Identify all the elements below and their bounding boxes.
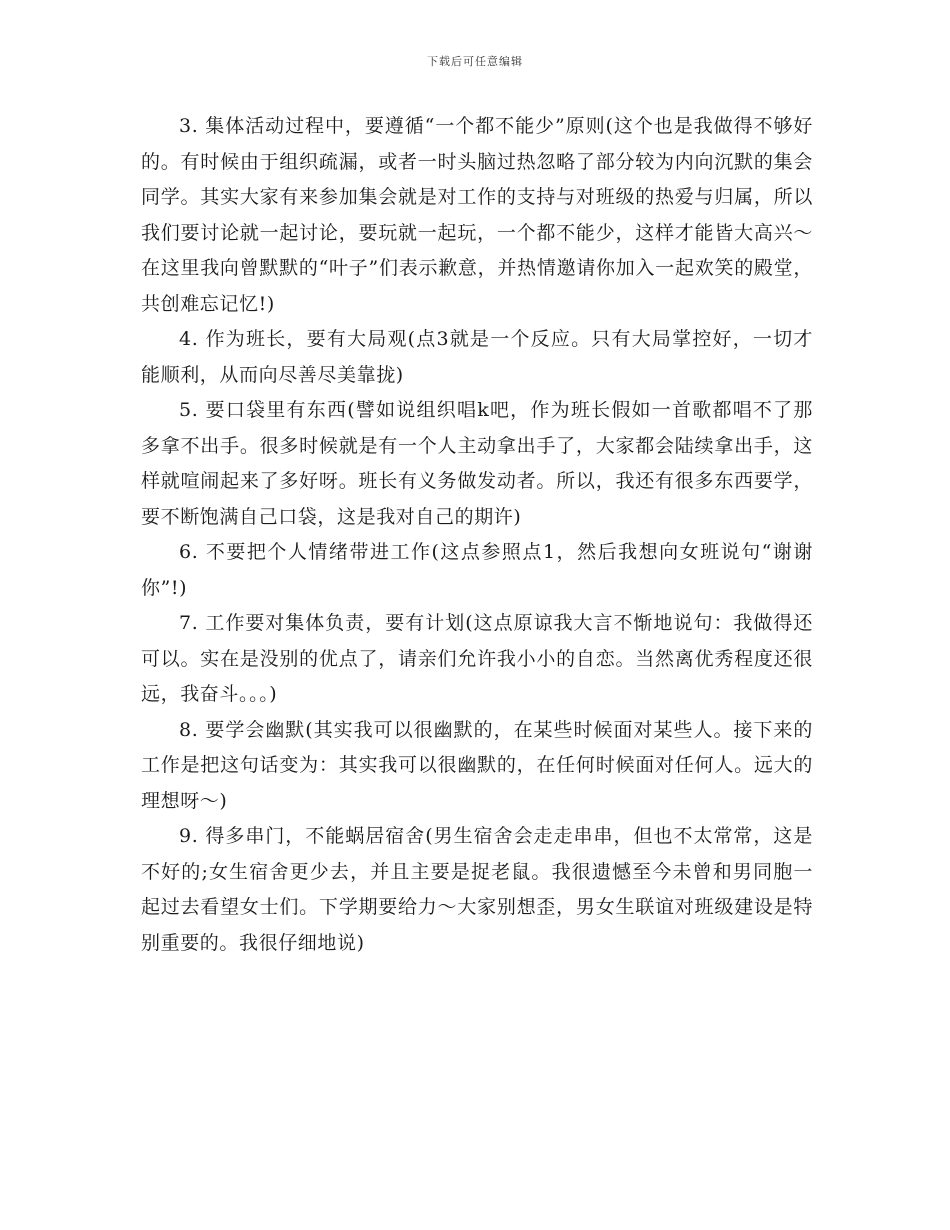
- document-body: [141, 109, 813, 961]
- paragraph-point-4: 4. 作为班长，要有大局观(点3就是一个反应。只有大局掌控好，一切才能顺利，从而向尽善尽美靠拢): [141, 328, 813, 386]
- header-note: 下载后可任意编辑: [427, 55, 523, 68]
- paragraph-point-6: 6. 不要把个人情绪带进工作(这点参照点1，然后我想向女班说句“谢谢你”!): [141, 541, 813, 599]
- paragraph-point-7: 7. 工作要对集体负责，要有计划(这点原谅我大言不惭地说句：我做得还可以。实在是没别的优点了，请亲们允许我小小的自恋。当然离优秀程度还很远，我奋斗。。。): [141, 612, 813, 705]
- paragraph-point-9: 9. 得多串门，不能蜗居宿舍(男生宿舍会走走串串，但也不太常常，这是不好的;女生宿舍更少去，并且主要是捉老鼠。我很遗憾至今未曾和男同胞一起过去看望女士们。下学期要给力～大家别想歪，男女生联谊对班级建设是特别重要的。我很仔细地说): [141, 825, 813, 954]
- paragraph-point-3: 3. 集体活动过程中，要遵循“一个都不能少”原则(这个也是我做得不够好的。有时候由于组织疏漏，或者一时头脑过热忽略了部分较为内向沉默的集会同学。其实大家有来参加集会就是对工作的支持与对班级的热爱与归属，所以我们要讨论就一起讨论，要玩就一起玩，一个都不能少，这样才能皆大高兴～在这里我向曾默默的“叶子”们表示歉意，并热情邀请你加入一起欢笑的殿堂，共创难忘记忆!): [141, 115, 813, 315]
- paragraph-point-5: 5. 要口袋里有东西(譬如说组织唱k吧，作为班长假如一首歌都唱不了那多拿不出手。很多时候就是有一个人主动拿出手了，大家都会陆续拿出手，这样就喧闹起来了多好呀。班长有义务做发动者。所以，我还有很多东西要学，要不断饱满自己口袋，这是我对自己的期许): [141, 399, 813, 528]
- paragraph-point-8: 8. 要学会幽默(其实我可以很幽默的，在某些时候面对某些人。接下来的工作是把这句话变为：其实我可以很幽默的，在任何时候面对任何人。远大的理想呀～): [141, 718, 813, 812]
